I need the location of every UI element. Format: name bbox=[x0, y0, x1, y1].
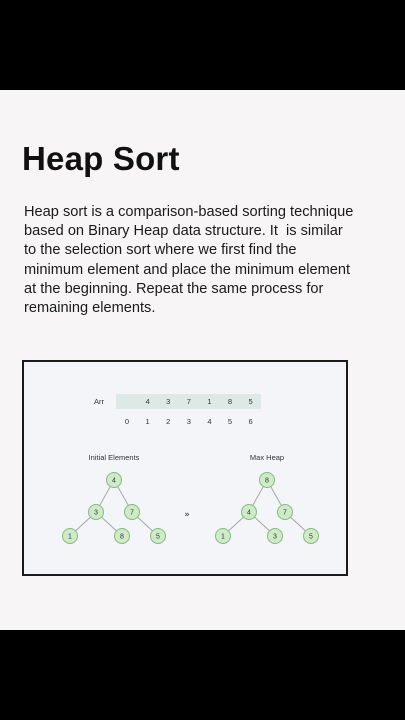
initial-tree bbox=[63, 473, 166, 544]
array-cell: 3 bbox=[166, 397, 171, 406]
tree-node-label: 3 bbox=[273, 533, 277, 541]
tree-node-label: 4 bbox=[247, 509, 251, 517]
initial-elements-heading: Initial Elements bbox=[88, 453, 140, 462]
array-cell: 7 bbox=[186, 397, 191, 406]
array-cell: 5 bbox=[248, 397, 253, 406]
tree-node-label: 5 bbox=[156, 533, 160, 541]
max-heap-tree bbox=[216, 473, 319, 544]
tree-node-label: 3 bbox=[94, 509, 98, 517]
tree-node-label: 1 bbox=[68, 533, 72, 541]
array-cell: 1 bbox=[207, 397, 212, 406]
array-index: 0 bbox=[124, 417, 130, 426]
tree-node-label: 7 bbox=[130, 509, 134, 517]
tree-node-label: 8 bbox=[120, 533, 124, 541]
array-label: Arr bbox=[94, 397, 104, 406]
bottom-black-bar bbox=[0, 630, 405, 720]
array-cell: 4 bbox=[145, 397, 150, 406]
tree-node-label: 5 bbox=[309, 533, 313, 541]
page-title: Heap Sort bbox=[22, 140, 180, 177]
array-index: 6 bbox=[248, 417, 253, 426]
array-index: 4 bbox=[207, 417, 212, 426]
array-index: 3 bbox=[186, 417, 191, 426]
array-index: 2 bbox=[166, 417, 171, 426]
array-index: 1 bbox=[145, 417, 150, 426]
top-black-bar bbox=[0, 0, 405, 90]
tree-node-label: 4 bbox=[112, 477, 116, 485]
tree-node-label: 8 bbox=[265, 477, 269, 485]
array-index: 5 bbox=[227, 417, 233, 426]
heap-sort-diagram bbox=[24, 362, 346, 574]
max-heap-heading: Max Heap bbox=[249, 453, 285, 462]
array-indices bbox=[125, 417, 253, 426]
description-text: Heap sort is a comparison-based sorting technique based on Binary Heap data structure. It is similar to the selection sort where we first find the minimum element and place the minimum element at the beginning. Repeat the same process for remaining elements. bbox=[24, 204, 358, 317]
transform-arrow-icon: » bbox=[184, 510, 190, 520]
array-cell: 8 bbox=[227, 397, 233, 406]
content-card bbox=[0, 90, 405, 630]
tree-node-label: 7 bbox=[283, 509, 287, 517]
heap-sort-figure bbox=[22, 360, 348, 576]
tree-node-label: 1 bbox=[221, 533, 225, 541]
